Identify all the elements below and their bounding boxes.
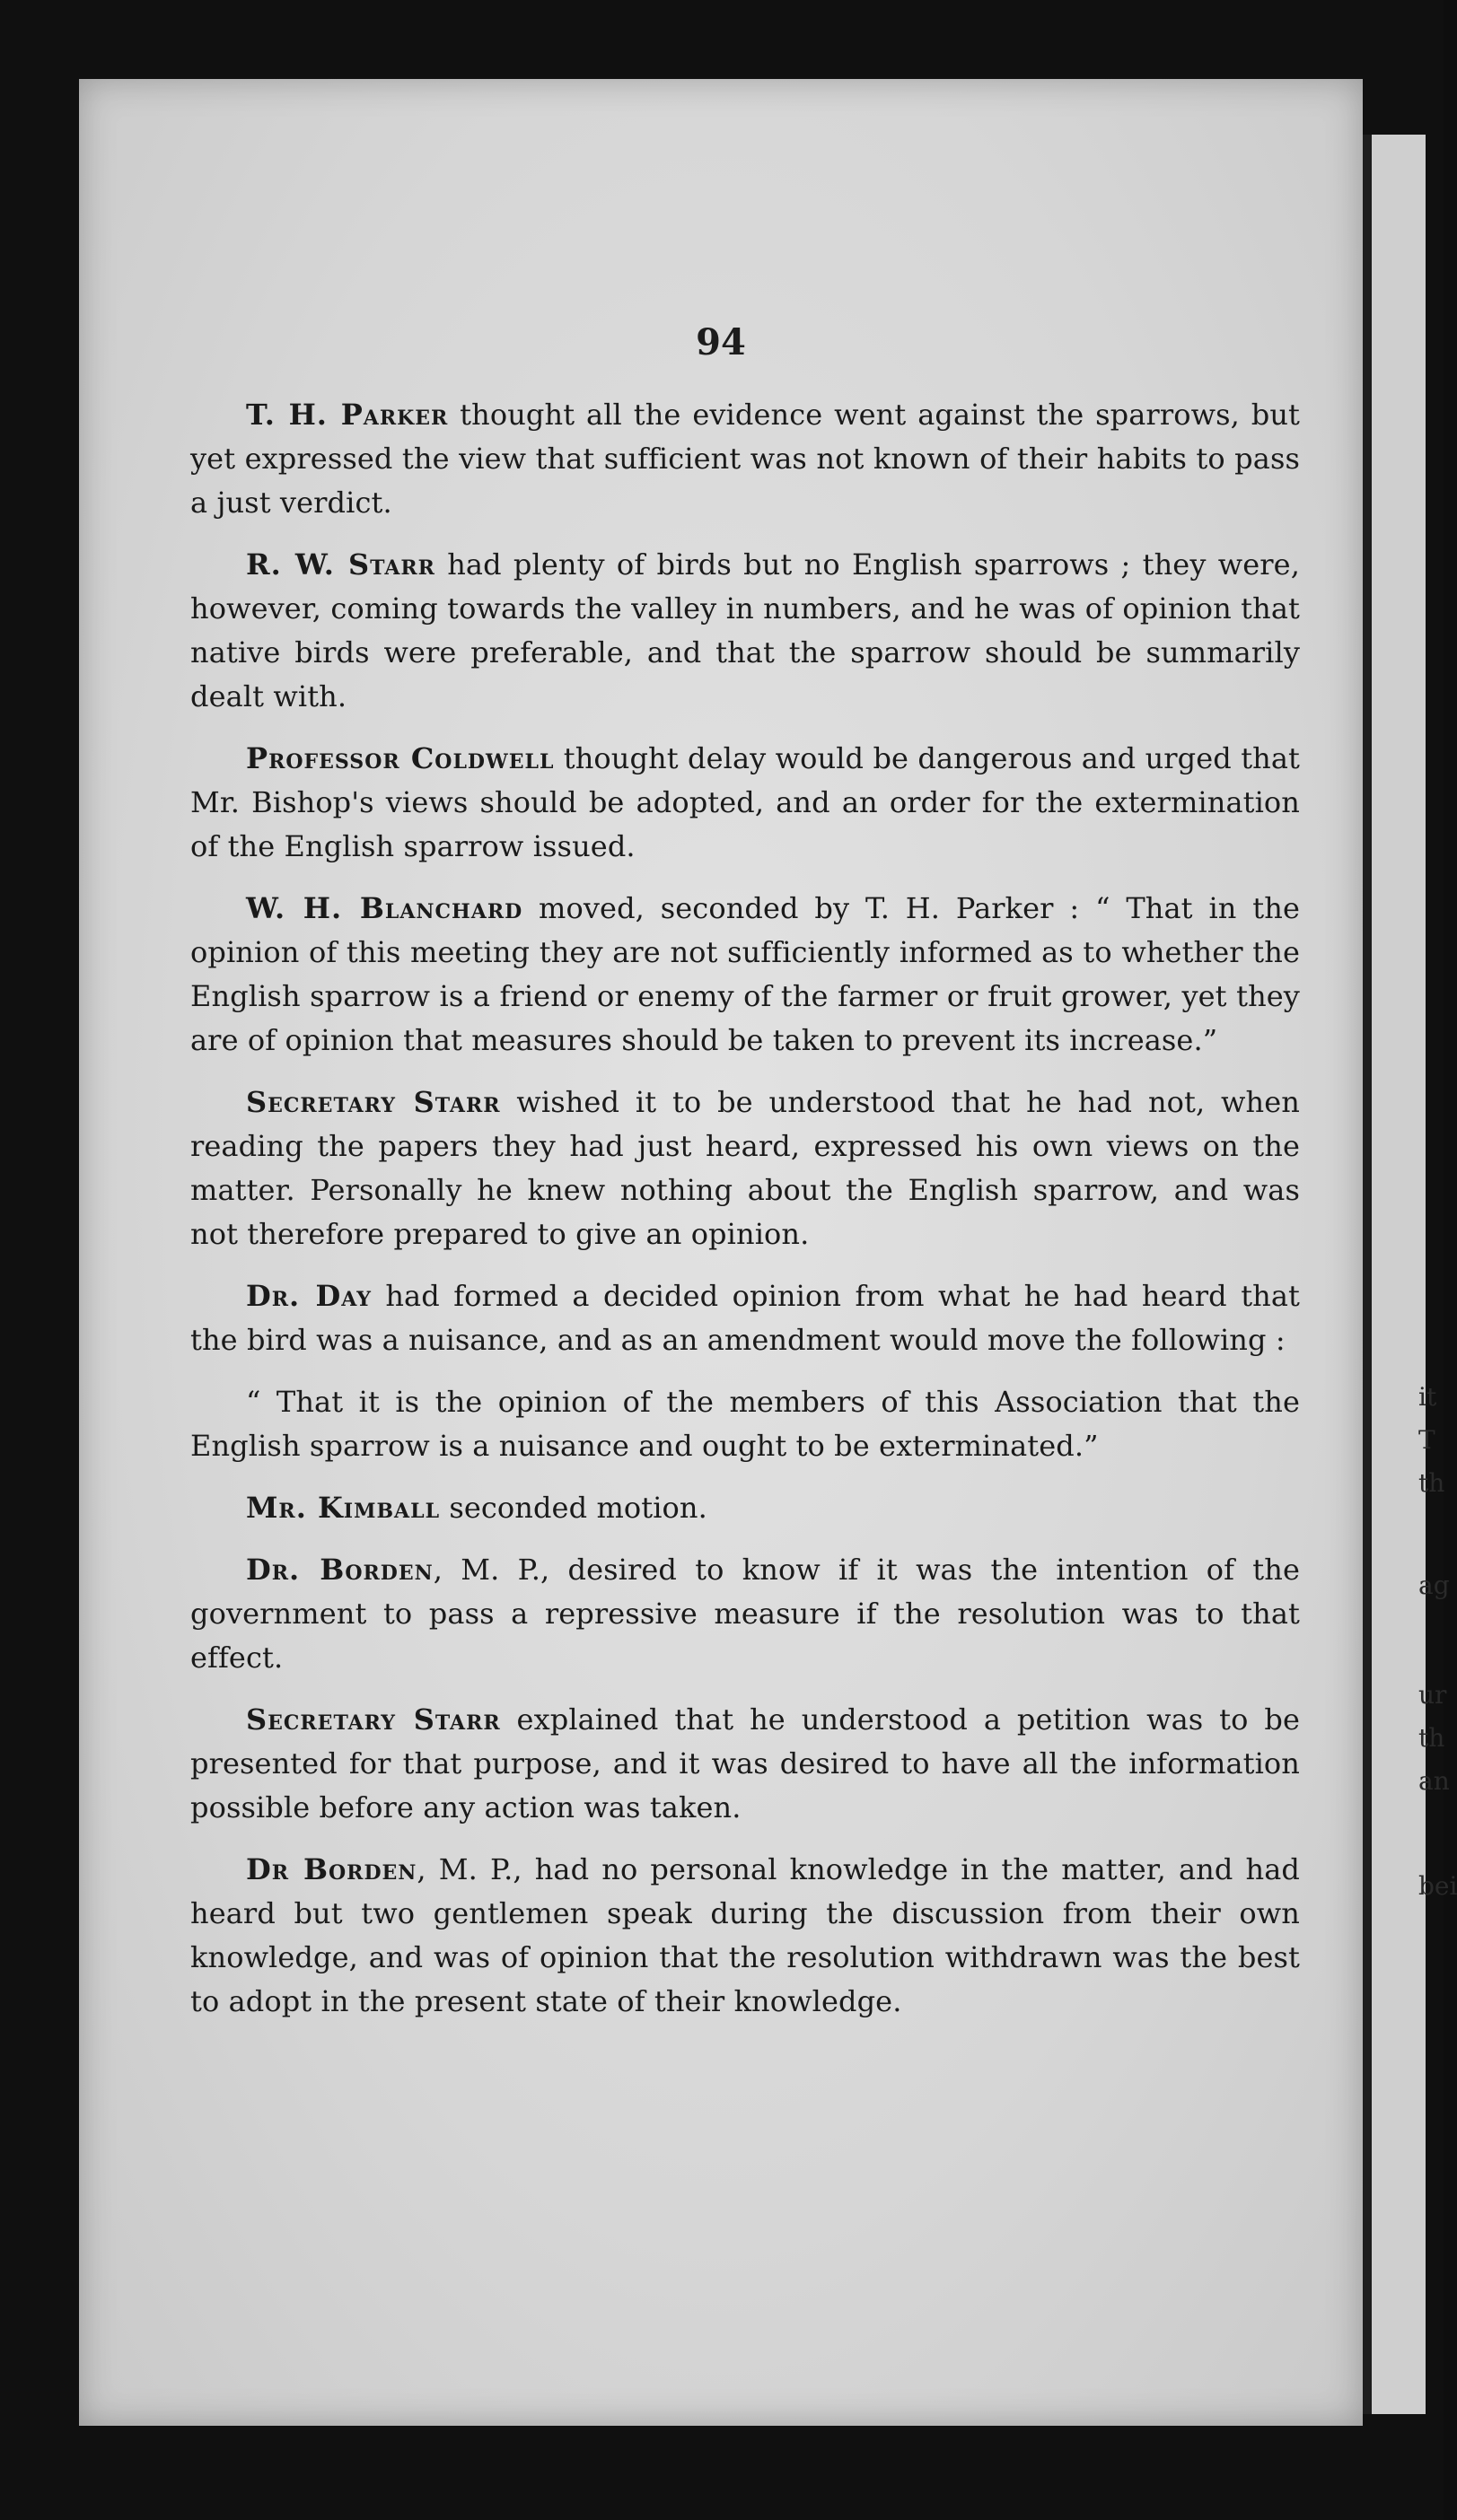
speaker-name: R. W. Starr (246, 547, 435, 582)
paragraph-blanchard (190, 887, 1300, 1063)
paragraph-text: had plenty of birds but no English sparrows ; they were, however, coming towards the valley in numbers, and he was of opinion that native birds were preferable, and that the sparrow should be summarily dealt with. (190, 547, 1300, 713)
adjacent-page-fragment: bei (1418, 1871, 1457, 1901)
paragraph-text: , M. P., had no personal knowledge in the matter, and had heard but two gentlemen speak during the discussion from their own knowledge, and was of opinion that the resolution withdrawn was the best to adopt in the present state of their knowledge. (190, 1852, 1300, 2018)
paragraph-borden-1 (190, 1548, 1300, 1680)
paragraph-coldwell (190, 737, 1300, 869)
page-body (190, 393, 1300, 2042)
speaker-name: Dr. Borden (246, 1553, 434, 1587)
speaker-name: Dr Borden (246, 1852, 417, 1886)
paragraph-borden-2 (190, 1848, 1300, 2024)
paragraph-text: thought delay would be dangerous and urged that Mr. Bishop's views should be adopted, and an order for the extermination of the English sparrow issued. (190, 741, 1300, 863)
paragraph-text: , M. P., desired to know if it was the intention of the government to pass a repressive measure if the resolution was to that effect. (190, 1553, 1300, 1675)
paragraph-text: moved, seconded by T. H. Parker : “ That in the opinion of this meeting they are not sufficiently informed as to whether the English sparrow is a friend or enemy of the farmer or fruit grower, yet they are of opinion that measures should be taken to prevent its increase.” (190, 891, 1300, 1057)
adjacent-page-fragment: it (1418, 1382, 1437, 1412)
paragraph-text: thought all the evidence went against the sparrows, but yet expressed the view that sufficient was not known of their habits to pass a just verdict. (190, 398, 1300, 520)
paragraph-text: “ That it is the opinion of the members of this Association that the English sparrow is a nuisance and ought to be exterminated.” (190, 1385, 1300, 1463)
adjacent-page-fragment: th (1418, 1723, 1445, 1753)
speaker-name: W. H. Blanchard (246, 891, 523, 925)
paragraph-amendment-quote (190, 1380, 1300, 1468)
paragraph-day (190, 1274, 1300, 1362)
page-gutter-shadow (1363, 135, 1372, 2414)
document-page (79, 79, 1363, 2426)
paragraph-text: wished it to be understood that he had not, when reading the papers they had just heard, expressed his own views on the matter. Personally he knew nothing about the English sparrow, and was not therefore prepared to give an opinion. (190, 1085, 1300, 1251)
page-number: 94 (696, 321, 746, 363)
adjacent-page-fragment: ur (1418, 1680, 1447, 1710)
adjacent-page-fragment: th (1418, 1468, 1445, 1498)
paragraph-starr-rw (190, 543, 1300, 719)
paragraph-kimball (190, 1486, 1300, 1530)
speaker-name: Mr. Kimball (246, 1491, 441, 1525)
speaker-name: Secretary Starr (246, 1085, 501, 1119)
speaker-name: T. H. Parker (246, 398, 449, 432)
paragraph-secretary-starr-2 (190, 1698, 1300, 1830)
paragraph-parker (190, 393, 1300, 525)
speaker-name: Professor Coldwell (246, 741, 555, 775)
adjacent-page-fragment: ag (1418, 1571, 1450, 1600)
adjacent-page-edge (1363, 135, 1426, 2414)
paragraph-secretary-starr-1 (190, 1081, 1300, 1256)
adjacent-page-fragment: an (1418, 1766, 1450, 1796)
paragraph-text: had formed a decided opinion from what he had heard that the bird was a nuisance, and as an amendment would move the following : (190, 1279, 1301, 1357)
paragraph-text: seconded motion. (440, 1491, 707, 1525)
speaker-name: Dr. Day (246, 1279, 372, 1313)
speaker-name: Secretary Starr (246, 1702, 501, 1737)
adjacent-page-fragment: T (1418, 1425, 1435, 1455)
paragraph-text: explained that he understood a petition was to be presented for that purpose, and it was desired to have all the information possible before any action was taken. (190, 1702, 1301, 1824)
